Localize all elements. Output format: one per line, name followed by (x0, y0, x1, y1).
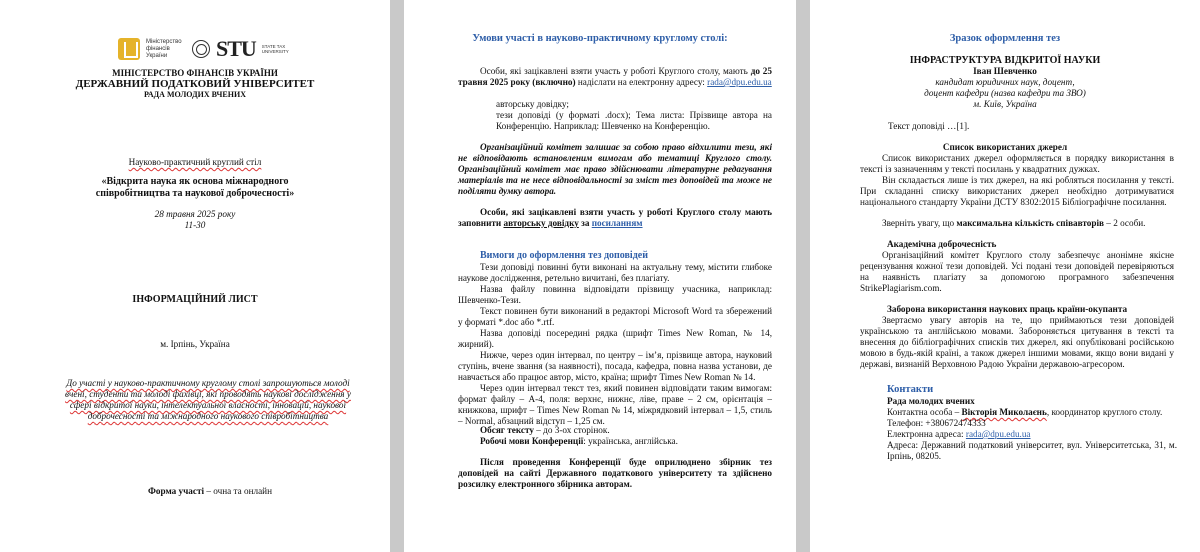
event-date: 28 травня 2025 року (154, 209, 236, 219)
integrity-text: Організаційний комітет Круглого столу забезпечує анонімне якісне рецензування кожної тези доповідей. Усі подані тези доповідей перевіряються на наявність плагіату за допомогою програмного забезпечення StrikePlagiarism.com. (860, 250, 1174, 293)
requirement-author-line: Нижче, через один інтервал, по центру – ім’я, прізвище автора, науковий ступінь, вчене звання (за наявності), посада, кафедра, повна назва установи, де навчається або працює автор, місто, країна; шрифт Times New Roman № 14. (458, 350, 772, 382)
ban-heading: Заборона використання наукових праць країни-окупанта (887, 304, 1128, 314)
requirements-heading: Вимоги до оформлення тез доповідей (480, 250, 648, 261)
contact-email-link[interactable]: rada@dpu.edu.ua (965, 429, 1031, 439)
page-conditions (404, 0, 796, 552)
sample-author: Іван Шевченко (973, 66, 1037, 76)
final-note: Після проведення Конференції буде оприлюднено збірник тез доповідей на сайті Державного податкового університету та здійснено розсилку електронного збірника авторам. (458, 457, 772, 489)
university-name: ДЕРЖАВНИЙ ПОДАТКОВИЙ УНІВЕРСИТЕТ (75, 78, 315, 90)
ministry-logo-text: Міністерство фінансів України (146, 38, 182, 59)
conditions-heading: Умови участі в науково-практичному круглому столі: (472, 33, 728, 44)
stu-logo-text: STU (216, 36, 256, 61)
ministry-emblem-icon (118, 38, 140, 60)
coauthors-note: Зверніть увагу, що максимальна кількість співавторів – 2 особи. (882, 218, 1146, 228)
event-title: «Відкрита наука як основа міжнародного співробітництва та наукової доброчесності» (95, 176, 295, 199)
author-form-link[interactable]: посиланням (591, 218, 643, 228)
requirement-editor: Текст повинен бути виконаний в редакторі Microsoft Word та збережений у форматі *.doc або *.rtf. (458, 306, 772, 327)
requirement-volume: Обсяг тексту – до 3-ох сторінок. (480, 425, 610, 435)
requirement-languages: Робочі мови Конференції: українська, англійська. (480, 436, 678, 446)
committee-note: Організаційний комітет залишає за собою право відхилити тези, які не відповідають встановленим вимогам або тематиці Круглого столу. Організаційний комітет має право здійснювати літературне редагування матеріалів та не несе відповідальності за зміст тез доповідей та може не поділяти думку автора. (458, 142, 772, 196)
sample-city: м. Київ, Україна (973, 99, 1037, 109)
requirement-topic: Тези доповіді повинні бути виконані на актуальну тему, містити глибоке наукове дослідження, ретельно вичитані, без плагіату. (458, 262, 772, 283)
requirement-title-font: Назва доповіді посередині рядка (шрифт Times New Roman, № 14, жирний). (458, 328, 772, 349)
sample-text-stub: Текст доповіді …[1]. (888, 121, 970, 131)
requirement-filename: Назва файлу повинна відповідати прізвищу учасника, наприклад: Шевченко-Тези. (458, 284, 772, 305)
contact-email-line: Електронна адреса: rada@dpu.edu.ua (887, 429, 1031, 439)
stu-logo-subtext: STATE TAX UNIVERSITY (261, 44, 289, 54)
requirement-item-2: тези доповіді (у форматі .docx); Тема листа: Прізвище автора на Конференцію. Наприклад: Шевченко на Конференцію. (496, 110, 772, 131)
participation-form: Форма участі – очна та онлайн (147, 486, 273, 496)
ban-text: Звертаємо увагу авторів на те, що приймаються тези доповідей українською та англійською мовами. Забороняється цитування в тексті та внесення до бібліографічних списків тих джерел, які опубліковані російською мовою в будь-якій країні, а також джерел іншими мовами, якщо вони видані у державі, визнаній Верховною Радою України державою-агресором. (860, 315, 1174, 369)
sample-heading: Зразок оформлення тез (949, 33, 1061, 44)
references-heading: Список використаних джерел (942, 142, 1068, 152)
requirement-item-1: авторську довідку; (496, 99, 569, 109)
contacts-heading: Контакти (887, 384, 934, 395)
sample-title: ІНФРАСТРУКТУРА ВІДКРИТОЇ НАУКИ (909, 55, 1101, 66)
submission-paragraph: Особи, які зацікавлені взяти участь у роботі Круглого столу, мають до 25 травня 2025 року (включно) надіслати на електронну адресу: rada@dpu.edu.ua (458, 66, 772, 87)
ministry-name: МІНІСТЕРСТВО ФІНАНСІВ УКРАЇНИ (112, 68, 278, 78)
event-location: м. Ірпінь, Україна (160, 339, 230, 349)
integrity-heading: Академічна доброчесність (887, 239, 997, 249)
invitation-text: До участі у науково-практичному круглому столі запрошуються молоді вчені, студенти та молоді фахівці, які проводять наукові дослідження у сфері відкритої науки, інтелектуальної власності, інновацій, наукової доброчесності та міжнародного наукового співробітництва (65, 378, 351, 421)
page-cover (0, 0, 390, 552)
university-seal-icon (192, 40, 210, 58)
event-time: 11-30 (184, 220, 206, 230)
contact-person: Контактна особа – Вікторія Миколаєнь, координатор круглого столу. (887, 407, 1163, 417)
submission-email-link[interactable]: rada@dpu.edu.ua (707, 77, 772, 87)
event-type: Науково-практичний круглий стіл (128, 157, 262, 167)
logo-row (118, 36, 292, 62)
sample-degree: кандидат юридичних наук, доцент, (935, 77, 1075, 87)
references-p1: Список використаних джерел оформляється в порядку використання в тексті із зазначенням у тексті посилань у квадратних дужках. (860, 153, 1174, 174)
page-sample (810, 0, 1200, 552)
council-name: РАДА МОЛОДИХ ВЧЕНИХ (144, 90, 246, 99)
contacts-org: Рада молодих вчених (887, 396, 975, 406)
contact-phone: Телефон: +380672474333 (887, 418, 986, 428)
author-form-note: Особи, які зацікавлені взяти участь у роботі Круглого столу мають заповнити авторську довідку за посиланням (458, 207, 772, 228)
sample-position: доцент кафедри (назва кафедри та ЗВО) (924, 88, 1086, 98)
requirement-format: Через один інтервал текст тез, який повинен відповідати таким вимогам: формат файлу – А-4, поля: верхнє, нижнє, ліве, праве – 2 см, орієнтація – книжкова, шрифт – Times New Roman № 14, міжрядковий інтервал – 1,5, стиль – Normal, абзацний відступ – 1,25 см. (458, 383, 772, 426)
info-letter-title: ІНФОРМАЦІЙНИЙ ЛИСТ (132, 294, 258, 305)
contact-address: Адреса: Державний податковий університет, вул. Університетська, 31, м. Ірпінь, 08205. (887, 440, 1177, 461)
references-p2: Він складається лише із тих джерел, на які робляться посилання у тексті. При складанні списку використаних джерел необхідно дотримуватися національного стандарту України ДСТУ 8302:2015 Бібліографічне посилання. (860, 175, 1174, 207)
